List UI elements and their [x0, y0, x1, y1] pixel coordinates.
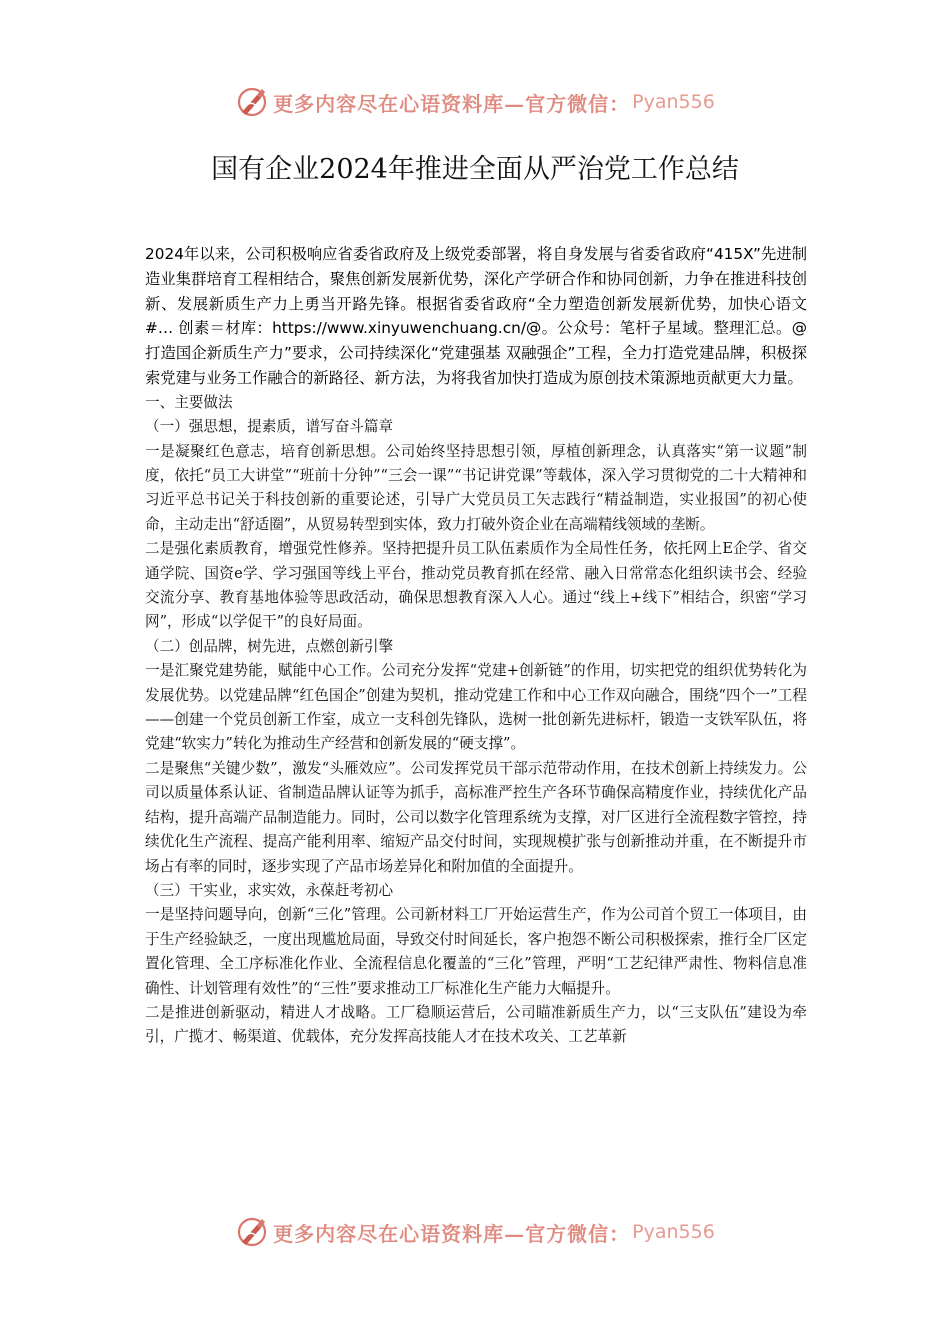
watermark-text: 更多内容尽在心语资料库—官方微信：: [273, 1221, 631, 1246]
body-paragraph: （三）干实业，求实效，永葆赶考初心: [145, 881, 394, 899]
document-body: [145, 242, 807, 1050]
body-paragraph: 二是强化素质教育，增强党性修养。坚持把提升员工队伍素质作为全局性任务，依托网上E企学、省交通学院、国资e学、学习强国等线上平台，推动党员教育抓在经常、融入日常常态化组织读书会、经验交流分享、教育基地体验等思政活动，确保思想教育深入人心。通过“线上+线下”相结合，织密“学习网”，形成“以学促干”的良好局面。: [145, 540, 807, 631]
pen-logo-icon: [235, 1215, 269, 1249]
body-paragraph: 一是汇聚党建势能，赋能中心工作。公司充分发挥“党建+创新链”的作用，切实把党的组织优势转化为发展优势。以党建品牌“红色国企”创建为契机，推动党建工作和中心工作双向融合，围绕“四个一”工程——创建一个党员创新工作室，成立一支科创先锋队，选树一批创新先进标杆，锻造一支铁军队伍，将党建“软实力”转化为推动生产经营和创新发展的“硬支撑”。: [145, 662, 807, 753]
body-paragraph: 二是聚焦“关键少数”，激发“头雁效应”。公司发挥党员干部示范带动作用，在技术创新上持续发力。公司以质量体系认证、省制造品牌认证等为抓手，高标准严控生产各环节确保高精度作业，持续优化产品结构，提升高端产品制造能力。同时，公司以数字化管理系统为支撑，对厂区进行全流程数字管控，持续优化生产流程、提高产能利用率、缩短产品交付时间，实现规模扩张与创新推动并重，在不断提升市场占有率的同时，逐步实现了产品市场差异化和附加值的全面提升。: [145, 759, 807, 875]
body-paragraph: 一是凝聚红色意志，培育创新思想。公司始终坚持思想引领，厚植创新理念，认真落实“第一议题”制度，依托“员工大讲堂”“班前十分钟”“三会一课”“书记讲党课”等载体，深入学习贯彻党的二十大精神和习近平总书记关于科技创新的重要论述，引导广大党员员工矢志践行“精益制造，实业报国”的初心使命，主动走出“舒适圈”，从贸易转型到实体，致力打破外资企业在高端精线领域的垄断。: [145, 442, 807, 533]
watermark-banner-bottom: [0, 1212, 950, 1252]
document-title: 国有企业2024年推进全面从严治党工作总结: [211, 154, 739, 185]
body-paragraph: 二是推进创新驱动，精进人才战略。工厂稳顺运营后，公司瞄准新质生产力，以“三支队伍”建设为牵引，广揽才、畅渠道、优载体，充分发挥高技能人才在技术攻关、工艺革新: [145, 1003, 807, 1046]
watermark-banner-top: [0, 82, 950, 122]
pen-logo-icon: [235, 85, 269, 119]
watermark-wechat-id: Pyan556: [632, 1221, 715, 1243]
body-paragraph: （一）强思想，提素质，谱写奋斗篇章: [145, 418, 394, 436]
paragraph-list: [145, 391, 807, 1050]
watermark-text: 更多内容尽在心语资料库—官方微信：: [273, 91, 631, 116]
watermark-wechat-id: Pyan556: [632, 91, 715, 113]
intro-paragraph: 2024年以来，公司积极响应省委省政府及上级党委部署，将自身发展与省委省政府“415X”先进制造业集群培育工程相结合，聚焦创新发展新优势，深化产学研合作和协同创新，力争在推进科技创新、发展新质生产力上勇当开路先锋。根据省委省政府“全力塑造创新发展新优势，加快心语文#… 创素＝材库：https://www.xinyuwenchuang.cn/@。公众号：笔杆子星域。整理汇总。@打造国企新质生产力”要求，公司持续深化“党建强基 双融强企”工程，全力打造党建品牌，积极探索党建与业务工作融合的新路径、新方法，为将我省加快打造成为原创技术策源地贡献更大力量。: [145, 245, 807, 387]
body-paragraph: 一、主要做法: [145, 393, 233, 411]
body-paragraph: 一是坚持问题导向，创新“三化”管理。公司新材料工厂开始运营生产，作为公司首个贸工一体项目，由于生产经验缺乏，一度出现尴尬局面，导致交付时间延长，客户抱怨不断公司积极探索，推行全厂区定置化管理、全工序标准化作业、全流程信息化覆盖的“三化”管理，严明“工艺纪律严肃性、物料信息准确性、计划管理有效性”的“三性”要求推动工厂标准化生产能力大幅提升。: [145, 906, 807, 997]
body-paragraph: （二）创品牌，树先进，点燃创新引擎: [145, 637, 394, 655]
